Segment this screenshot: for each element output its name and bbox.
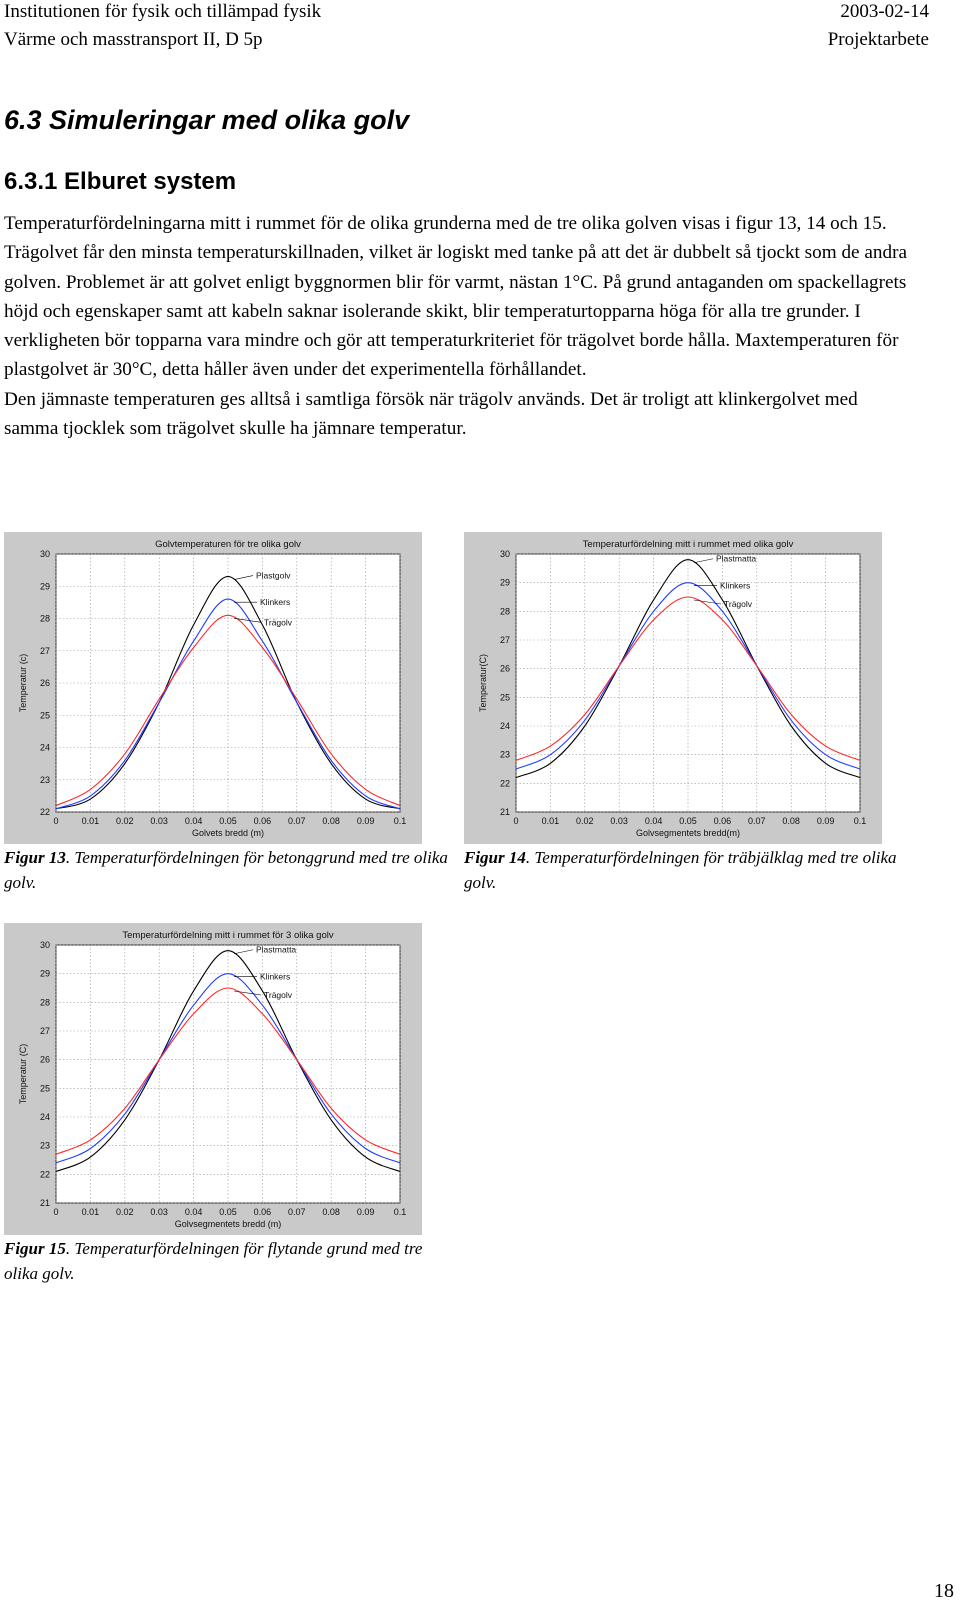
x-tick-label: 0.09	[816, 816, 835, 826]
x-tick-label: 0.06	[253, 1207, 272, 1217]
y-tick-label: 29	[39, 968, 50, 979]
caption-text: . Temperaturfördelningen för träbjälklag med tre olika golv.	[464, 848, 897, 892]
x-tick-label: 0.09	[356, 1207, 375, 1217]
y-tick-label: 21	[39, 1198, 50, 1208]
y-tick-label: 24	[499, 721, 510, 731]
y-tick-label: 23	[39, 774, 50, 785]
paragraph: Den jämnaste temperaturen ges alltså i samtliga försök när trägolv används. Det är troligt att klinkergolvet med samma tjocklek som trägolvet skulle ha jämnare temperatur.	[4, 388, 858, 440]
figure-13-caption	[4, 845, 454, 895]
y-axis-label: Temperatur (c)	[18, 653, 28, 713]
series-label: Trägolv	[264, 990, 293, 1000]
x-tick-label: 0.08	[322, 1207, 340, 1217]
series-label: Klinkers	[720, 580, 751, 591]
x-axis-label: Golvsegmentets bredd (m)	[174, 1219, 282, 1229]
x-tick-label: 0.05	[679, 816, 697, 826]
y-tick-label: 25	[499, 692, 510, 703]
y-tick-label: 30	[499, 549, 510, 559]
y-tick-label: 29	[499, 577, 510, 588]
y-tick-label: 21	[499, 807, 510, 817]
x-tick-label: 0.04	[184, 816, 203, 826]
x-tick-label: 0	[53, 1207, 59, 1217]
header-doc-type: Projektarbete	[827, 29, 929, 50]
x-tick-label: 0.06	[253, 816, 272, 826]
x-tick-label: 0.02	[116, 816, 134, 826]
y-tick-label: 27	[39, 1026, 50, 1036]
chart-title: Temperaturfördelning mitt i rummet med olika golv	[582, 539, 794, 550]
y-tick-label: 23	[499, 749, 510, 760]
x-tick-label: 0.02	[576, 816, 594, 826]
y-tick-label: 26	[39, 678, 50, 688]
x-tick-label: 0	[513, 816, 519, 826]
section-title: 6.3 Simuleringar med olika golv	[4, 105, 410, 135]
y-tick-label: 27	[39, 645, 50, 656]
y-tick-label: 25	[39, 1083, 50, 1094]
caption-text: . Temperaturfördelningen för betonggrund med tre olika golv.	[4, 848, 448, 892]
x-tick-label: 0.04	[644, 816, 663, 826]
chart-svg	[4, 923, 422, 1235]
series-label: Trägolv	[264, 617, 293, 628]
y-tick-label: 30	[39, 940, 50, 950]
x-tick-label: 0.01	[81, 1207, 100, 1217]
y-tick-label: 28	[499, 606, 510, 617]
y-tick-label: 25	[39, 710, 50, 721]
y-axis-label: Temperatur(C)	[478, 653, 488, 713]
paragraph: Temperaturfördelningarna mitt i rummet för de olika grunderna med de tre olika golven visas i figur 13, 14 och 15. Trägolvet får den minsta temperaturskillnaden, vilket är logiskt med tanke på att det är dubbelt så tjockt som de andra golven. Problemet är att golvet enligt byggnormen blir för varmt, nästan 1°C. På grund antaganden om spackellagrets höjd och egenskaper samt att kabeln saknar isolerande skikt, blir temperaturtopparna höga för alla tre grunder. I verkligheten bör topparna vara mindre och gör att temperaturkriteriet för trägolvet borde hålla. Maxtemperaturen för plastgolvet är 30°C, detta håller även under det experimentella förhållandet.	[4, 213, 907, 381]
y-tick-label: 26	[39, 1054, 50, 1065]
y-axis-label: Temperatur (C)	[18, 1043, 28, 1105]
x-tick-label: 0.03	[610, 816, 628, 826]
x-tick-label: 0.1	[853, 816, 867, 826]
figure-13-chart	[4, 532, 422, 844]
x-tick-label: 0.03	[150, 1207, 168, 1217]
x-tick-label: 0.05	[219, 816, 237, 826]
x-tick-label: 0.08	[782, 816, 800, 826]
series-label: Plastmatta	[256, 944, 297, 955]
series-label: Trägolv	[724, 599, 753, 609]
x-tick-label: 0.07	[288, 1207, 306, 1217]
y-tick-label: 28	[39, 613, 50, 624]
series-label: Klinkers	[260, 597, 291, 608]
x-tick-label: 0.1	[393, 1207, 407, 1217]
y-tick-label: 24	[39, 742, 50, 753]
x-tick-label: 0	[53, 816, 59, 826]
chart-title: Golvtemperaturen för tre olika golv	[155, 539, 301, 550]
figure-15-chart	[4, 923, 422, 1235]
caption-text: . Temperaturfördelningen för flytande grund med tre olika golv.	[4, 1239, 423, 1283]
y-tick-label: 30	[39, 549, 50, 559]
x-tick-label: 0.01	[541, 816, 560, 826]
y-tick-label: 26	[499, 663, 510, 674]
figure-14-chart	[464, 532, 882, 844]
x-tick-label: 0.04	[184, 1207, 203, 1217]
y-tick-label: 29	[39, 581, 50, 592]
x-axis-label: Golvets bredd (m)	[191, 828, 265, 838]
x-tick-label: 0.07	[288, 816, 306, 826]
page-number: 18	[934, 1580, 954, 1602]
y-tick-label: 23	[39, 1140, 50, 1151]
y-tick-label: 28	[39, 997, 50, 1008]
chart-svg	[464, 532, 882, 844]
y-tick-label: 27	[499, 635, 510, 645]
x-tick-label: 0.07	[748, 816, 766, 826]
x-tick-label: 0.08	[322, 816, 340, 826]
x-tick-label: 0.03	[150, 816, 168, 826]
header-date: 2003-02-14	[840, 1, 929, 22]
caption-label: Figur 13	[4, 848, 66, 867]
header-course: Värme och masstransport II, D 5p	[4, 29, 263, 50]
x-tick-label: 0.01	[81, 816, 100, 826]
caption-label: Figur 15	[4, 1239, 66, 1258]
y-tick-label: 22	[39, 807, 50, 817]
y-tick-label: 24	[39, 1112, 50, 1122]
chart-title: Temperaturfördelning mitt i rummet för 3 olika golv	[122, 930, 334, 941]
x-tick-label: 0.06	[713, 816, 732, 826]
x-tick-label: 0.1	[393, 816, 407, 826]
y-tick-label: 22	[39, 1169, 50, 1180]
series-label: Plastmatta	[716, 553, 757, 564]
series-label: Klinkers	[260, 971, 291, 982]
y-tick-label: 22	[499, 778, 510, 789]
x-tick-label: 0.05	[219, 1207, 237, 1217]
header-institution: Institutionen för fysik och tillämpad fysik	[4, 1, 322, 22]
figure-15-caption	[4, 1236, 424, 1286]
figure-14-caption	[464, 845, 924, 895]
x-axis-label: Golvsegmentets bredd(m)	[635, 828, 741, 838]
series-label: Plastgolv	[256, 570, 291, 581]
caption-label: Figur 14	[464, 848, 526, 867]
chart-svg	[4, 532, 422, 844]
x-tick-label: 0.09	[356, 816, 375, 826]
body-text	[4, 209, 909, 443]
subsection-title: 6.3.1 Elburet system	[4, 168, 237, 195]
x-tick-label: 0.02	[116, 1207, 134, 1217]
